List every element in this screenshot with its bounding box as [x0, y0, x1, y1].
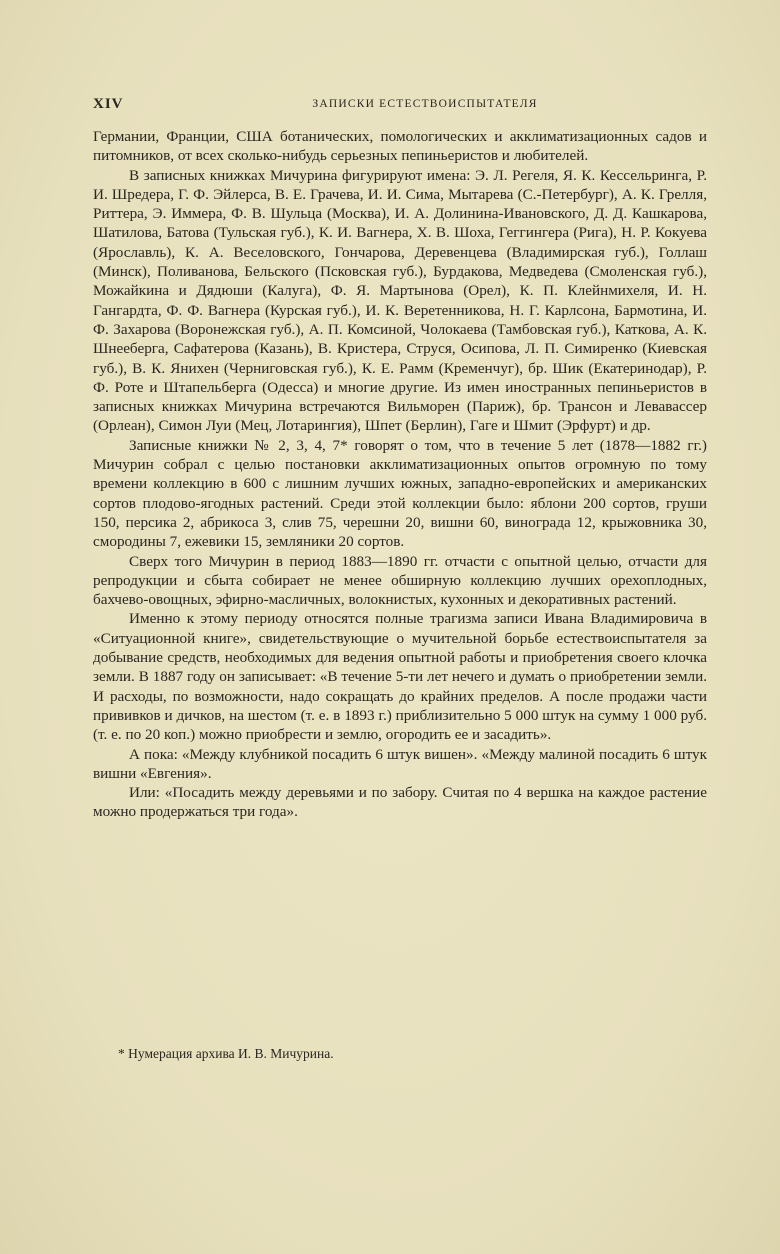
- paragraph-situational-book: Именно к этому периоду относятся полные трагизма записи Ивана Владимировича в «Ситуационной книге», свидетельствующие о мучительной борьбе естествоиспытателя за добывание средств, необходимых для ведения опытной работы и приобретения своего клочка земли. В 1887 году он записывает: «В течение 5-ти лет нечего и думать о приобретении земли. И расходы, по возможности, надо сокращать до крайних пределов. А после продажи части прививков и дичков, на шестом (т. е. в 1893 г.) приблизительно 5 000 штук на сумму 1 000 руб. (т. е. по 20 коп.) можно приобрести и землю, огородить ее и засадить».: [93, 610, 707, 744]
- paragraph-meanwhile: А пока: «Между клубникой посадить 6 штук вишен». «Между малиной посадить 6 штук вишни «Евгения».: [93, 745, 707, 782]
- paragraph-collection: Сверх того Мичурин в период 1883—1890 гг. отчасти с опытной целью, отчасти для репродукции и сбыта собирает не менее обширную коллекцию лучших орехоплодных, бахчево-овощных, эфирно-масличных, волокнистых, кухонных и декоративных растений.: [93, 552, 707, 609]
- paragraph-names: В записных книжках Мичурина фигурируют имена: Э. Л. Регеля, Я. К. Кессельринга, Р. И. Шредера, Г. Ф. Эйлерса, В. Е. Грачева, И. И. Сима, Мытарева (С.-Петербург), А. К. Грелля, Риттера, Э. Иммера, Ф. В. Шульца (Москва), И. А. Долинина-Ивановского, Д. Д. Кашкарова, Шатилова, Батова (Тульская губ.), К. И. Вагнера, Х. В. Шоха, Геггингера (Рига), Н. Р. Кокуева (Ярославль), К. А. Веселовского, Гончарова, Деревенцева (Владимирская губ.), Голлаш (Минск), Поливанова, Бельского (Псковская губ.), Бурдакова, Медведева (Смоленская губ.), Можайкина и Дядюши (Калуга), Ф. Я. Мартынова (Орел), К. П. Клейнмихеля, И. Н. Гангардта, Ф. Ф. Вагнера (Курская губ.), И. К. Веретенникова, Н. Г. Карлсона, Бармотина, И. Ф. Захарова (Воронежская губ.), А. П. Комсиной, Чолокаева (Тамбовская губ.), Каткова, А. К. Шнееберга, Сафатерова (Казань), В. Кристера, Струся, Осипова, Л. П. Симиренко (Киевская губ.), В. К. Янихен (Черниговская губ.), К. Е. Рамм (Кременчуг), бр. Шик (Екатеринодар), Р. Ф. Роте и Штапельберга (Одесса) и многие другие. Из имен иностранных пепиньеристов в записных книжках Мичурина встречаются Вильморен (Париж), бр. Трансон и Левавассер (Орлеан), Симон Луи (Мец, Лотарингия), Шпет (Берлин), Гаге и Шмит (Эрфурт) и др.: [93, 166, 707, 435]
- page-header: [93, 96, 707, 114]
- body-text: [93, 127, 707, 822]
- paragraph-notebooks: Записные книжки № 2, 3, 4, 7* говорят о том, что в течение 5 лет (1878—1882 гг.) Мичурин собрал с целью постановки акклиматизационных опытов огромную по тому времени коллекцию в 600 с лишним лучших южных, западно-европейских и американских сортов плодово-ягодных растений. Среди этой коллекции было: яблони 200 сортов, груши 150, персика 2, абрикоса 3, слив 75, черешни 20, вишни 60, винограда 12, крыжовника 30, смородины 7, ежевики 15, земляники 20 сортов.: [93, 436, 707, 551]
- paragraph-or: Или: «Посадить между деревьями и по забору. Считая по 4 вершка на каждое растение можно продержаться три года».: [93, 784, 707, 821]
- running-title: ЗАПИСКИ ЕСТЕСТВОИСПЫТАТЕЛЯ: [312, 98, 538, 110]
- page-number: XIV: [93, 96, 124, 112]
- paragraph-continuation: Германии, Франции, США ботанических, помологических и акклиматизационных садов и питомников, от всех сколько-нибудь серьезных пепиньеристов и любителей.: [93, 128, 707, 165]
- footnote: * Нумерация архива И. В. Мичурина.: [118, 1046, 334, 1061]
